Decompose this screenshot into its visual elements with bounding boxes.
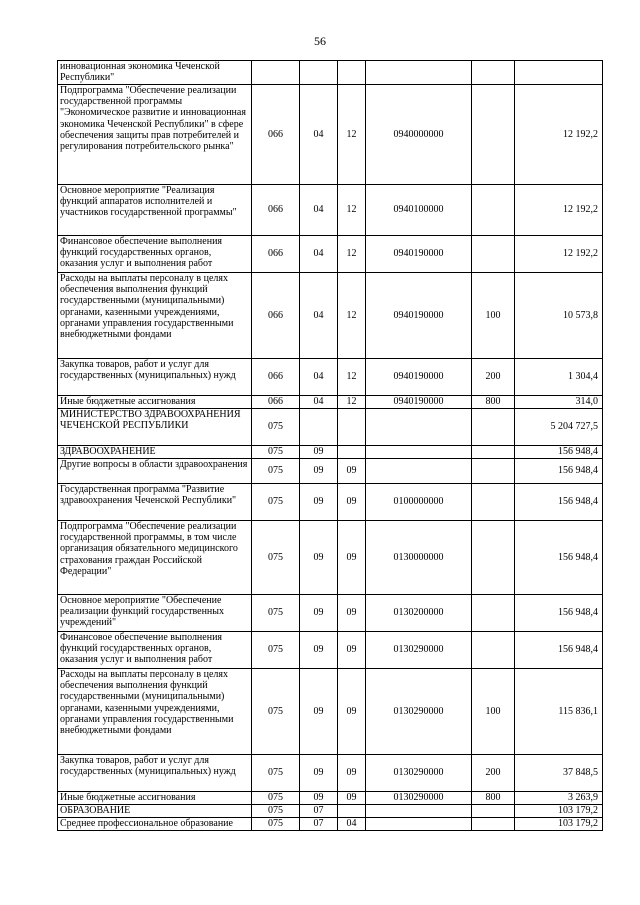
vedomstvo-code-cell: 066 [252, 359, 300, 396]
vedomstvo-code-cell: 075 [252, 755, 300, 792]
vedomstvo-code-cell: 075 [252, 595, 300, 632]
table-row [58, 792, 603, 805]
razdel-code-cell: 04 [300, 185, 338, 236]
amount-cell: 5 204 727,5 [515, 409, 603, 446]
row-name-cell: Иные бюджетные ассигнования [58, 396, 252, 409]
podrazdel-code-cell [338, 409, 366, 446]
table-row [58, 595, 603, 632]
row-name-cell: Подпрограмма "Обеспечение реализации государственной программы, в том числе организация обязательного медицинского страхования граждан Российской Федерации" [58, 521, 252, 595]
vedomstvo-code-cell: 075 [252, 632, 300, 669]
page-number: 56 [314, 34, 326, 48]
target-article-code-cell [366, 61, 472, 85]
podrazdel-code-cell: 09 [338, 632, 366, 669]
expense-type-code-cell: 100 [472, 273, 515, 359]
razdel-code-cell: 07 [300, 805, 338, 818]
expense-type-code-cell [472, 805, 515, 818]
row-name-cell: Подпрограмма "Обеспечение реализации государственной программы "Экономическое развитие и инновационная экономика Чеченской Республики" в сфере обеспечения защиты прав потребителей и регулирования потребительского рынка" [58, 85, 252, 185]
target-article-code-cell: 0940190000 [366, 236, 472, 273]
target-article-code-cell: 0130290000 [366, 792, 472, 805]
amount-cell: 156 948,4 [515, 521, 603, 595]
expense-type-code-cell [472, 409, 515, 446]
podrazdel-code-cell: 09 [338, 669, 366, 755]
vedomstvo-code-cell [252, 61, 300, 85]
target-article-code-cell: 0130000000 [366, 521, 472, 595]
target-article-code-cell: 0940100000 [366, 185, 472, 236]
row-name-cell: Расходы на выплаты персоналу в целях обеспечения выполнения функций государственными (муниципальными) органами, казенными учреждениями, органами управления государственными внебюджетными фондами [58, 669, 252, 755]
amount-cell: 103 179,2 [515, 818, 603, 831]
target-article-code-cell [366, 409, 472, 446]
row-name-cell: Финансовое обеспечение выполнения функций государственных органов, оказания услуг и выполнения работ [58, 632, 252, 669]
row-name-cell: Другие вопросы в области здравоохранения [58, 459, 252, 484]
vedomstvo-code-cell: 066 [252, 185, 300, 236]
amount-cell: 37 848,5 [515, 755, 603, 792]
target-article-code-cell: 0940000000 [366, 85, 472, 185]
expense-type-code-cell [472, 61, 515, 85]
podrazdel-code-cell: 09 [338, 521, 366, 595]
podrazdel-code-cell: 12 [338, 85, 366, 185]
table-row [58, 273, 603, 359]
expense-type-code-cell: 800 [472, 396, 515, 409]
vedomstvo-code-cell: 075 [252, 409, 300, 446]
table-row [58, 409, 603, 446]
amount-cell: 156 948,4 [515, 595, 603, 632]
amount-cell: 115 836,1 [515, 669, 603, 755]
expense-type-code-cell [472, 236, 515, 273]
table-row [58, 85, 603, 185]
target-article-code-cell: 0130200000 [366, 595, 472, 632]
vedomstvo-code-cell: 075 [252, 484, 300, 521]
podrazdel-code-cell [338, 61, 366, 85]
amount-cell: 156 948,4 [515, 446, 603, 459]
target-article-code-cell [366, 818, 472, 831]
razdel-code-cell: 04 [300, 236, 338, 273]
amount-cell: 156 948,4 [515, 484, 603, 521]
target-article-code-cell: 0130290000 [366, 669, 472, 755]
amount-cell: 314,0 [515, 396, 603, 409]
amount-cell: 1 304,4 [515, 359, 603, 396]
vedomstvo-code-cell: 066 [252, 273, 300, 359]
expense-type-code-cell [472, 85, 515, 185]
row-name-cell: Среднее профессиональное образование [58, 818, 252, 831]
row-name-cell: МИНИСТЕРСТВО ЗДРАВООХРАНЕНИЯ ЧЕЧЕНСКОЙ РЕСПУБЛИКИ [58, 409, 252, 446]
podrazdel-code-cell: 12 [338, 273, 366, 359]
razdel-code-cell: 09 [300, 459, 338, 484]
podrazdel-code-cell: 12 [338, 236, 366, 273]
expense-type-code-cell: 200 [472, 359, 515, 396]
row-name-cell: Закупка товаров, работ и услуг для государственных (муниципальных) нужд [58, 755, 252, 792]
table-row [58, 805, 603, 818]
expense-type-code-cell [472, 185, 515, 236]
target-article-code-cell: 0940190000 [366, 273, 472, 359]
razdel-code-cell: 04 [300, 85, 338, 185]
vedomstvo-code-cell: 075 [252, 818, 300, 831]
expense-type-code-cell [472, 521, 515, 595]
expense-type-code-cell: 200 [472, 755, 515, 792]
razdel-code-cell: 09 [300, 792, 338, 805]
vedomstvo-code-cell: 066 [252, 236, 300, 273]
razdel-code-cell: 04 [300, 396, 338, 409]
expense-type-code-cell [472, 446, 515, 459]
razdel-code-cell: 09 [300, 669, 338, 755]
row-name-cell: инновационная экономика Чеченской Республики" [58, 61, 252, 85]
podrazdel-code-cell: 12 [338, 396, 366, 409]
row-name-cell: Государственная программа "Развитие здравоохранения Чеченской Республики" [58, 484, 252, 521]
target-article-code-cell: 0130290000 [366, 632, 472, 669]
row-name-cell: Закупка товаров, работ и услуг для государственных (муниципальных) нужд [58, 359, 252, 396]
target-article-code-cell: 0940190000 [366, 359, 472, 396]
vedomstvo-code-cell: 066 [252, 396, 300, 409]
podrazdel-code-cell [338, 805, 366, 818]
expense-type-code-cell [472, 595, 515, 632]
vedomstvo-code-cell: 075 [252, 805, 300, 818]
table-row [58, 484, 603, 521]
row-name-cell: Основное мероприятие "Реализация функций аппаратов исполнителей и участников государственной программы" [58, 185, 252, 236]
target-article-code-cell [366, 459, 472, 484]
row-name-cell: Финансовое обеспечение выполнения функций государственных органов, оказания услуг и выполнения работ [58, 236, 252, 273]
podrazdel-code-cell: 12 [338, 359, 366, 396]
podrazdel-code-cell: 09 [338, 459, 366, 484]
expense-type-code-cell: 100 [472, 669, 515, 755]
vedomstvo-code-cell: 075 [252, 521, 300, 595]
budget-table [57, 60, 603, 831]
razdel-code-cell [300, 409, 338, 446]
expense-type-code-cell [472, 459, 515, 484]
row-name-cell: ОБРАЗОВАНИЕ [58, 805, 252, 818]
razdel-code-cell: 04 [300, 273, 338, 359]
table-row [58, 446, 603, 459]
target-article-code-cell [366, 446, 472, 459]
podrazdel-code-cell: 09 [338, 792, 366, 805]
table-row [58, 669, 603, 755]
podrazdel-code-cell: 04 [338, 818, 366, 831]
razdel-code-cell: 09 [300, 595, 338, 632]
table-row [58, 236, 603, 273]
amount-cell: 156 948,4 [515, 632, 603, 669]
razdel-code-cell: 07 [300, 818, 338, 831]
amount-cell: 12 192,2 [515, 85, 603, 185]
razdel-code-cell: 09 [300, 521, 338, 595]
table-row [58, 521, 603, 595]
table-row [58, 396, 603, 409]
budget-table-body [58, 61, 603, 831]
target-article-code-cell: 0100000000 [366, 484, 472, 521]
razdel-code-cell: 09 [300, 755, 338, 792]
amount-cell: 10 573,8 [515, 273, 603, 359]
razdel-code-cell: 09 [300, 632, 338, 669]
vedomstvo-code-cell: 075 [252, 459, 300, 484]
expense-type-code-cell [472, 632, 515, 669]
expense-type-code-cell [472, 818, 515, 831]
expense-type-code-cell [472, 484, 515, 521]
razdel-code-cell: 09 [300, 484, 338, 521]
podrazdel-code-cell: 09 [338, 755, 366, 792]
podrazdel-code-cell: 09 [338, 484, 366, 521]
row-name-cell: Основное мероприятие "Обеспечение реализации функций государственных учреждений" [58, 595, 252, 632]
target-article-code-cell: 0130290000 [366, 755, 472, 792]
row-name-cell: Расходы на выплаты персоналу в целях обеспечения выполнения функций государственными (муниципальными) органами, казенными учреждениями, органами управления государственными внебюджетными фондами [58, 273, 252, 359]
vedomstvo-code-cell: 075 [252, 446, 300, 459]
amount-cell: 3 263,9 [515, 792, 603, 805]
table-row [58, 755, 603, 792]
podrazdel-code-cell: 12 [338, 185, 366, 236]
amount-cell: 103 179,2 [515, 805, 603, 818]
amount-cell: 12 192,2 [515, 236, 603, 273]
razdel-code-cell: 09 [300, 446, 338, 459]
razdel-code-cell: 04 [300, 359, 338, 396]
table-row [58, 185, 603, 236]
vedomstvo-code-cell: 066 [252, 85, 300, 185]
razdel-code-cell [300, 61, 338, 85]
amount-cell: 156 948,4 [515, 459, 603, 484]
table-row [58, 359, 603, 396]
amount-cell [515, 61, 603, 85]
target-article-code-cell: 0940190000 [366, 396, 472, 409]
table-row [58, 632, 603, 669]
row-name-cell: ЗДРАВООХРАНЕНИЕ [58, 446, 252, 459]
table-row [58, 459, 603, 484]
podrazdel-code-cell: 09 [338, 595, 366, 632]
expense-type-code-cell: 800 [472, 792, 515, 805]
vedomstvo-code-cell: 075 [252, 792, 300, 805]
amount-cell: 12 192,2 [515, 185, 603, 236]
target-article-code-cell [366, 805, 472, 818]
vedomstvo-code-cell: 075 [252, 669, 300, 755]
table-row [58, 61, 603, 85]
row-name-cell: Иные бюджетные ассигнования [58, 792, 252, 805]
podrazdel-code-cell [338, 446, 366, 459]
table-row [58, 818, 603, 831]
